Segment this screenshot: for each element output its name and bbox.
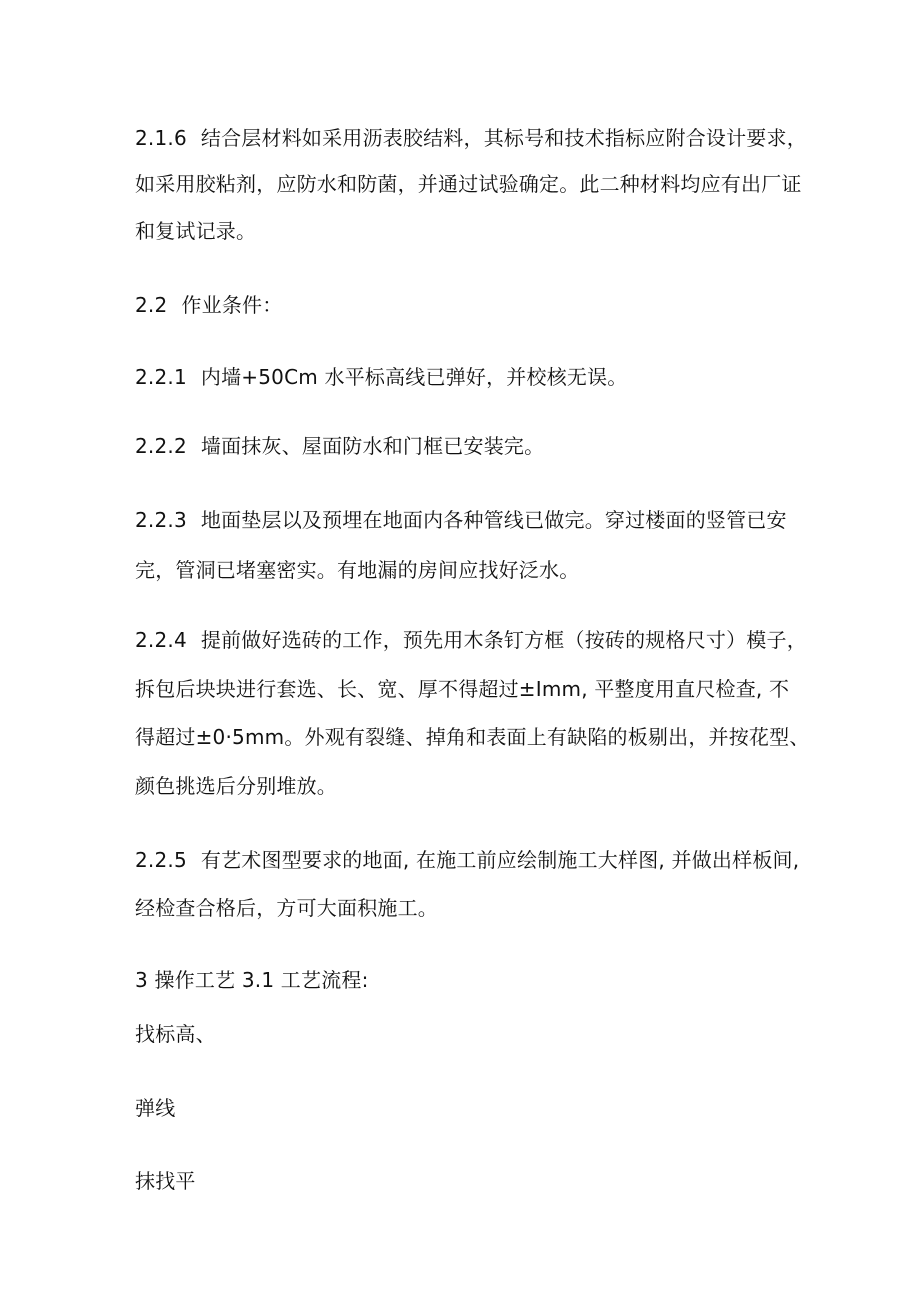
section-number: 2.2.2 — [135, 434, 187, 458]
section-2-2-4-line-2: 拆包后块块进行套选、长、宽、厚不得超过±Imm, 平整度用直尺检查, 不 — [135, 677, 790, 701]
section-2-1-6-line-2: 如采用胶粘剂，应防水和防菌，并通过试验确定。此二种材料均应有出厂证 — [135, 172, 802, 196]
section-text: 结合层材料如采用沥表胶结料，其标号和技术指标应附合设计要求， — [200, 126, 807, 150]
section-number: 2.2.3 — [135, 508, 187, 532]
section-2-2-2-line-1 — [135, 433, 815, 459]
section-number: 2.2.5 — [135, 848, 187, 872]
section-2-2-4-line-4: 颜色挑选后分别堆放。 — [135, 774, 337, 798]
section-text: 提前做好选砖的工作，预先用木条钉方框（按砖的规格尺寸）模子， — [200, 628, 807, 652]
section-text: 地面垫层以及预埋在地面内各种管线已做完。穿过楼面的竖管已安 — [200, 508, 787, 532]
section-2-2-5-line-1 — [135, 847, 815, 873]
section-2-2-heading — [135, 292, 815, 318]
section-2-2-4-line-1 — [135, 627, 815, 653]
section-text: 作业条件： — [181, 293, 283, 317]
flow-step-2: 弹线 — [135, 1096, 176, 1120]
section-number: 2.2.1 — [135, 365, 187, 389]
section-2-2-3-line-1 — [135, 507, 815, 533]
section-text: 有艺术图型要求的地面, 在施工前应绘制施工大样图, 并做出样板间, — [200, 848, 800, 872]
section-number: 2.1.6 — [135, 126, 187, 150]
section-text: 内墙+50Cm 水平标高线已弹好，并校核无误。 — [200, 365, 628, 389]
flow-step-1: 找标高、 — [135, 1022, 216, 1046]
section-2-1-6-line-3: 和复试记录。 — [135, 219, 257, 243]
section-2-1-6-line-1 — [135, 125, 815, 151]
section-2-2-4-line-3: 得超过±0·5mm。外观有裂缝、掉角和表面上有缺陷的板剔出，并按花型、 — [135, 725, 810, 749]
flow-step-3: 抹找平 — [135, 1169, 196, 1193]
section-2-2-3-line-2: 完，管洞已堵塞密实。有地漏的房间应找好泛水。 — [135, 558, 580, 582]
section-2-2-5-line-2: 经检查合格后，方可大面积施工。 — [135, 896, 438, 920]
section-3-heading: 3 操作工艺 3.1 工艺流程: — [135, 968, 369, 992]
section-number: 2.2 — [135, 293, 168, 317]
section-2-2-1-line-1 — [135, 364, 815, 390]
section-text: 墙面抹灰、屋面防水和门框已安装完。 — [200, 434, 545, 458]
section-number: 2.2.4 — [135, 628, 187, 652]
